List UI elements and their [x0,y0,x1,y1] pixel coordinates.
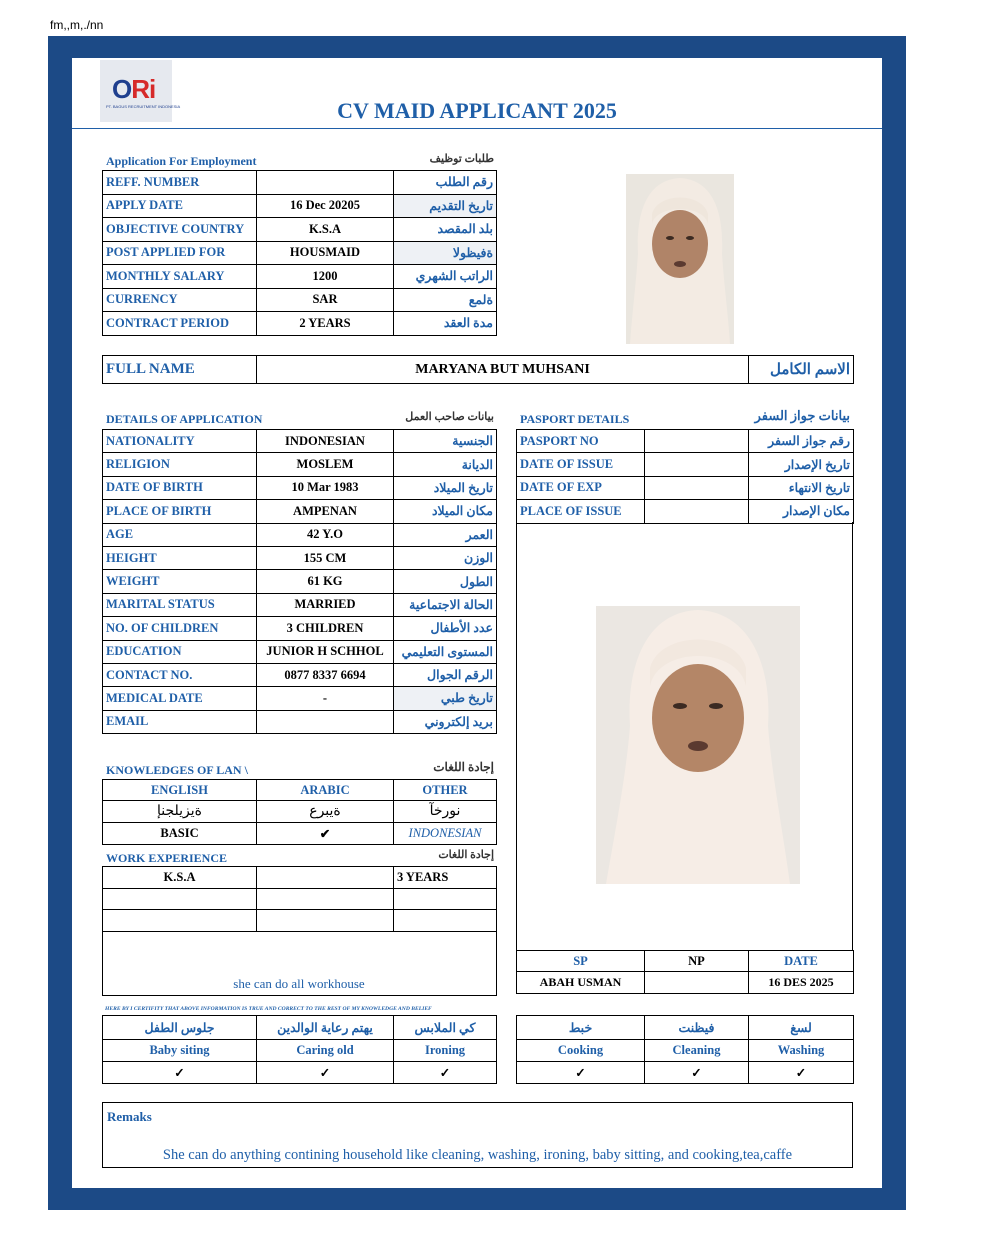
passport-title: PASPORT DETAILS [520,412,630,426]
passport-row [517,453,854,476]
application-row [103,265,497,289]
details-label: NATIONALITY [103,430,257,453]
application-label: POST APPLIED FOR [103,241,257,265]
details-ar: الوزن [394,546,497,569]
remarks-box [102,1102,853,1168]
cv-sheet [72,58,882,1188]
applicant-photo-small [626,174,734,344]
details-row [103,476,497,499]
application-ar: مدة العقد [394,312,497,336]
details-label: RELIGION [103,453,257,476]
application-value: 16 Dec 20205 [257,194,394,218]
details-label: EMAIL [103,710,257,733]
passport-ar: مكان الإصدار [749,500,854,523]
application-ar: بلد المقصد [394,218,497,242]
details-value: 155 CM [257,546,394,569]
details-label: CONTACT NO. [103,663,257,686]
work-row [103,867,497,889]
application-row [103,171,497,195]
lang-ar-other: نورخآ [394,801,497,823]
check-baby-siting: ✓ [103,1062,257,1084]
remarks-title: Remaks [107,1109,152,1124]
details-row [103,593,497,616]
sponsor-value-date: 16 DES 2025 [749,972,854,994]
application-row [103,288,497,312]
details-value: JUNIOR H SCHHOL [257,640,394,663]
details-label: MEDICAL DATE [103,687,257,710]
details-ar: تاريخ الميلاد [394,476,497,499]
details-ar: تاريخ طبي [394,687,497,710]
application-value: 2 YEARS [257,312,394,336]
details-row [103,640,497,663]
fullname-label: FULL NAME [103,356,257,384]
details-row [103,523,497,546]
work-row [103,888,497,910]
languages-title: KNOWLEDGES OF LAN \ [106,763,248,777]
passport-value [645,453,749,476]
application-row [103,312,497,336]
lang-header-other: OTHER [394,780,497,801]
passport-title-ar: بيانات جواز السفر [754,408,850,423]
passport-label: PASPORT NO [517,430,645,453]
work-cell [394,910,497,932]
details-row [103,617,497,640]
application-label: CONTRACT PERIOD [103,312,257,336]
application-label: OBJECTIVE COUNTRY [103,218,257,242]
work-title-ar: إجادة اللغات [438,849,494,861]
corner-note: fm,,m,./nn [50,18,104,32]
passport-row [517,476,854,499]
page-title: CV MAID APPLICANT 2025 [337,98,617,123]
details-value [257,710,394,733]
details-value: 10 Mar 1983 [257,476,394,499]
sponsor-header-sp: SP [517,951,645,972]
skill-cooking: Cooking [517,1040,645,1062]
application-value: SAR [257,288,394,312]
details-row [103,570,497,593]
title-divider [72,128,882,129]
details-label: EDUCATION [103,640,257,663]
application-ar: تاريخ التقديم [394,194,497,218]
work-table [102,866,497,932]
application-label: APPLY DATE [103,194,257,218]
passport-label: DATE OF ISSUE [517,453,645,476]
details-ar: المستوى التعليمي [394,640,497,663]
application-label: REFF. NUMBER [103,171,257,195]
sponsor-value-np [645,972,749,994]
remarks-text: She can do anything contining household like cleaning, washing, ironing, baby sitting, and cooking,tea,caffe [162,1147,793,1163]
details-ar: مكان الميلاد [394,500,497,523]
details-label: DATE OF BIRTH [103,476,257,499]
skill-caring-old: Caring old [257,1040,394,1062]
check-cooking: ✓ [517,1062,645,1084]
lang-value-english: BASIC [103,823,257,845]
application-value [257,171,394,195]
application-ar: ةلمع [394,288,497,312]
details-table [102,429,497,734]
passport-label: DATE OF EXP [517,476,645,499]
details-title: DETAILS OF APPLICATION [106,412,263,426]
application-title: Application For Employment [106,154,257,168]
skills-table-left [102,1015,497,1084]
application-value: 1200 [257,265,394,289]
passport-ar: تاريخ الانتهاء [749,476,854,499]
passport-value [645,430,749,453]
application-label: CURRENCY [103,288,257,312]
application-ar: الراتب الشهري [394,265,497,289]
application-ar: ةفيظولا [394,241,497,265]
passport-label: PLACE OF ISSUE [517,500,645,523]
skill-ar-cleaning: فيظنت [645,1016,749,1040]
details-label: WEIGHT [103,570,257,593]
application-table [102,170,497,336]
application-title-ar: طلبات توظيف [429,153,494,165]
details-ar: الرقم الجوال [394,663,497,686]
passport-row [517,500,854,523]
work-row [103,910,497,932]
work-title: WORK EXPERIENCE [106,851,228,865]
check-washing: ✓ [749,1062,854,1084]
skill-ar-caring: يهتم رعاية الوالدين [257,1016,394,1040]
lang-value-arabic: ✔ [257,823,394,845]
details-ar: العمر [394,523,497,546]
application-ar: رقم الطلب [394,171,497,195]
skill-ar-cooking: خبط [517,1016,645,1040]
sponsor-table [516,950,854,994]
work-cell [103,910,257,932]
application-value: K.S.A [257,218,394,242]
skill-ironing: Ironing [394,1040,497,1062]
work-note: she can do all workhouse [233,976,365,991]
sponsor-header-date: DATE [749,951,854,972]
details-row [103,663,497,686]
fullname-value: MARYANA BUT MUHSANI [257,356,749,384]
certification-note: HERE BY I CERTIFITY THAT ABOVE INFORMATION IS TRUE AND CORRECT TO THE REST OF MY KNOWLEDGE AND BELIEF [105,1006,432,1012]
skills-table-right [516,1015,854,1084]
logo-mark: ORi [112,74,156,104]
details-value: 42 Y.O [257,523,394,546]
work-cell [257,888,394,910]
details-row [103,546,497,569]
work-cell: 3 YEARS [394,867,497,889]
lang-header-arabic: ARABIC [257,780,394,801]
passport-ar: رقم جواز السفر [749,430,854,453]
details-title-ar: بيانات صاحب العمل [405,411,494,423]
skill-washing: Washing [749,1040,854,1062]
skill-baby-siting: Baby siting [103,1040,257,1062]
details-ar: الطول [394,570,497,593]
skill-ar-baby: جلوس الطفل [103,1016,257,1040]
details-value: 0877 8337 6694 [257,663,394,686]
passport-ar: تاريخ الإصدار [749,453,854,476]
lang-ar-arabic: ةيبرع [257,801,394,823]
details-label: HEIGHT [103,546,257,569]
details-value: - [257,687,394,710]
sponsor-header-np: NP [645,951,749,972]
lang-value-other: INDONESIAN [394,823,497,845]
passport-row [517,430,854,453]
skill-ar-washing: لسغ [749,1016,854,1040]
details-value: 61 KG [257,570,394,593]
work-cell [103,888,257,910]
details-ar: عدد الأطفال [394,617,497,640]
details-row [103,687,497,710]
details-value: 3 CHILDREN [257,617,394,640]
check-ironing: ✓ [394,1062,497,1084]
sponsor-value-sp: ABAH USMAN [517,972,645,994]
lang-ar-english: ةيزيلجنإ [103,801,257,823]
skill-cleaning: Cleaning [645,1040,749,1062]
work-cell [394,888,497,910]
details-ar: الديانة [394,453,497,476]
details-label: NO. OF CHILDREN [103,617,257,640]
details-label: MARITAL STATUS [103,593,257,616]
details-row [103,710,497,733]
details-value: INDONESIAN [257,430,394,453]
passport-table [516,429,854,524]
work-cell [257,867,394,889]
skill-ar-ironing: كي الملابس [394,1016,497,1040]
application-row [103,218,497,242]
languages-title-ar: إجادة اللغات [433,760,494,774]
details-row [103,500,497,523]
details-ar: الحالة الاجتماعية [394,593,497,616]
work-cell [257,910,394,932]
application-row [103,194,497,218]
applicant-photo-large [596,606,800,884]
details-label: PLACE OF BIRTH [103,500,257,523]
details-row [103,430,497,453]
fullname-label-ar: الاسم الكامل [749,356,854,384]
details-value: MARRIED [257,593,394,616]
details-ar: الجنسية [394,430,497,453]
lang-header-english: ENGLISH [103,780,257,801]
check-caring-old: ✓ [257,1062,394,1084]
passport-value [645,500,749,523]
languages-table [102,779,497,845]
details-label: AGE [103,523,257,546]
details-ar: بريد إلكتروني [394,710,497,733]
details-row [103,453,497,476]
application-value: HOUSMAID [257,241,394,265]
fullname-table [102,355,854,384]
check-cleaning: ✓ [645,1062,749,1084]
application-label: MONTHLY SALARY [103,265,257,289]
work-cell: K.S.A [103,867,257,889]
details-value: AMPENAN [257,500,394,523]
passport-value [645,476,749,499]
logo-subtitle: PT. BAGUS RECRUITMENT INDONESIA [106,104,181,109]
application-row [103,241,497,265]
details-value: MOSLEM [257,453,394,476]
